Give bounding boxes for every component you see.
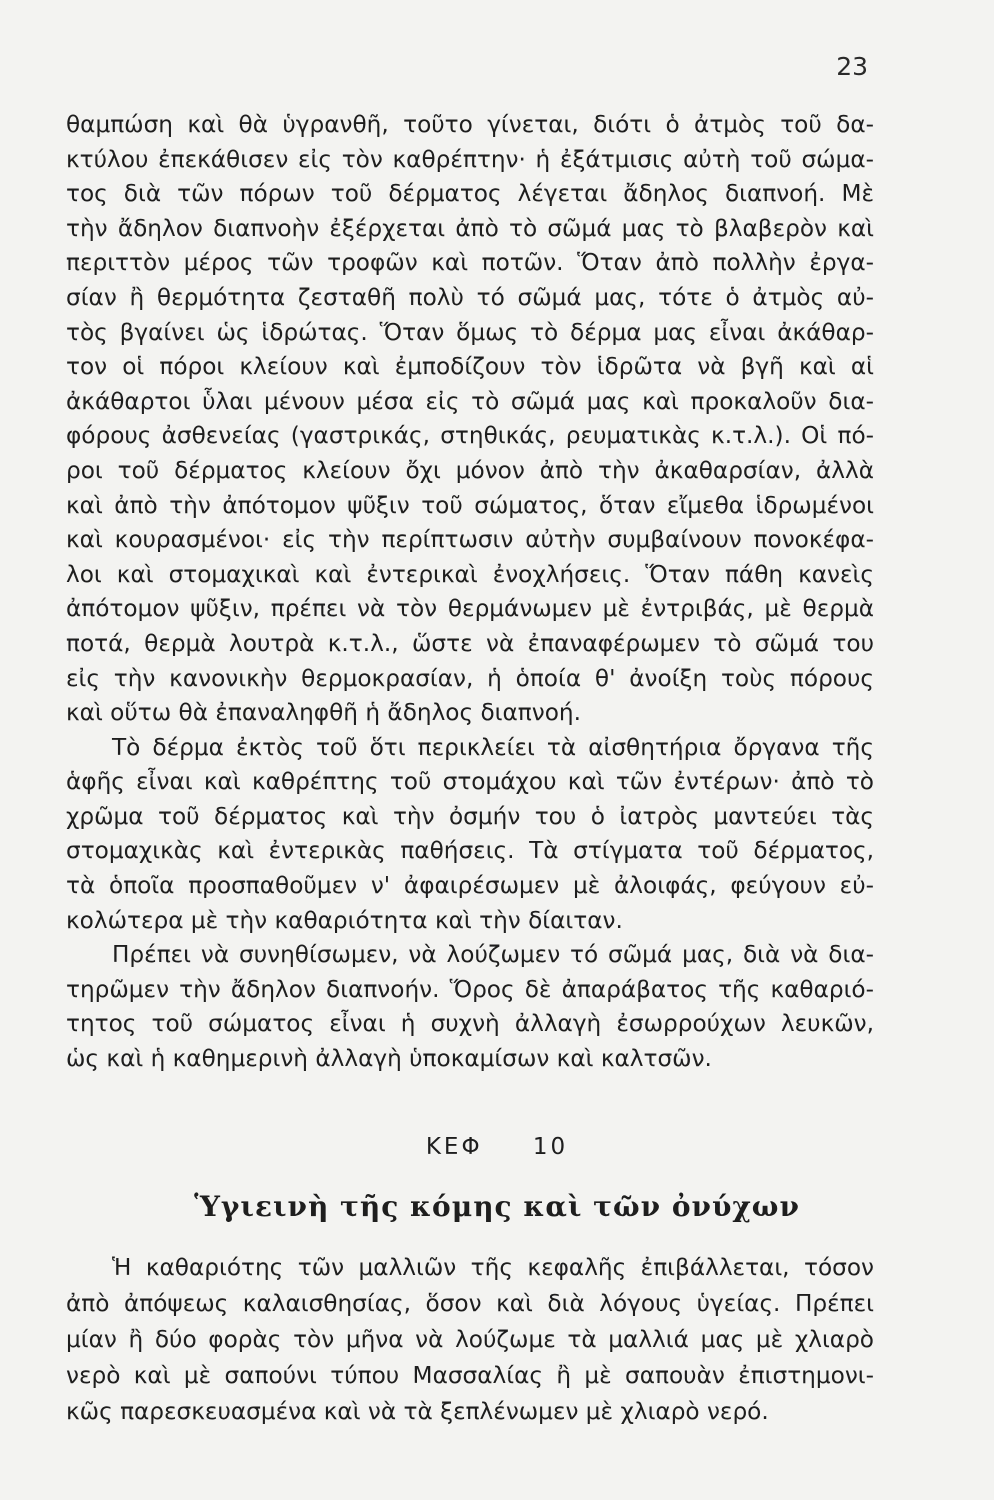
text-line: ὡς καὶ ἡ καθημερινὴ ἀλλαγὴ ὑποκαμίσων καὶ καλτσῶν. — [66, 1045, 712, 1073]
text-line: νερὸ καὶ μὲ σαπούνι τύπου Μασσαλίας ἢ μὲ σαπουὰν ἐπιστημονι- — [66, 1362, 874, 1389]
text-line: κῶς παρεσκευασμένα καὶ νὰ τὰ ξεπλένωμεν μὲ χλιαρὸ νερό. — [66, 1398, 769, 1425]
text-line: κολώτερα μὲ τὴν καθαριότητα καὶ τὴν δίαιταν. — [66, 906, 623, 934]
chapter-heading — [0, 1134, 994, 1160]
text-line: ποτά, θερμὰ λουτρὰ κ.τ.λ., ὥστε νὰ ἐπαναφέρωμεν τὸ σῶμά του — [66, 629, 874, 657]
text-line: καὶ οὕτω θὰ ἐπαναληφθῆ ἡ ἄδηλος διαπνοή. — [66, 699, 581, 727]
text-line: ἀπότομον ψῦξιν, πρέπει νὰ τὸν θερμάνωμεν μὲ ἐντριβάς, μὲ θερμὰ — [66, 595, 874, 623]
text-line: εἰς τὴν κανονικὴν θερμοκρασίαν, ἡ ὁποία θ' ἀνοίξη τοὺς πόρους — [66, 664, 874, 692]
page-number: 23 — [836, 52, 868, 81]
text-line: καὶ ἀπὸ τὴν ἀπότομον ψῦξιν τοῦ σώματος, ὅταν εἴμεθα ἱδρωμένοι — [66, 491, 874, 519]
paragraph-2 — [66, 731, 874, 939]
text-line: θαμπώση καὶ θὰ ὑγρανθῆ, τοῦτο γίνεται, διότι ὁ ἀτμὸς τοῦ δα- — [66, 111, 874, 138]
text-line: ἁφῆς εἶναι καὶ καθρέπτης τοῦ στομάχου καὶ τῶν ἐντέρων· ἀπὸ τὸ — [66, 768, 874, 796]
chapter-label: ΚΕΦ — [425, 1134, 483, 1160]
text-line: περιττὸν μέρος τῶν τροφῶν καὶ ποτῶν. Ὅταν ἀπὸ πολλὴν ἐργα- — [66, 249, 874, 277]
text-line: τος διὰ τῶν πόρων τοῦ δέρματος λέγεται ἄδηλος διαπνοή. Μὲ — [66, 180, 874, 208]
text-line: ροι τοῦ δέρματος κλείουν ὄχι μόνον ἀπὸ τὴν ἀκαθαρσίαν, ἀλλὰ — [66, 456, 874, 484]
text-line: τὰ ὁποῖα προσπαθοῦμεν ν' ἀφαιρέσωμεν μὲ ἀλοιφάς, φεύγουν εὐ- — [66, 872, 874, 900]
chapter-number: 10 — [532, 1134, 569, 1160]
section-title: Ὑγιεινὴ τῆς κόμης καὶ τῶν ὀνύχων — [194, 1190, 800, 1223]
text-line: τὸς βγαίνει ὡς ἱδρώτας. Ὅταν ὅμως τὸ δέρμα μας εἶναι ἀκάθαρ- — [66, 318, 874, 346]
text-line: μίαν ἢ δύο φορὰς τὸν μῆνα νὰ λούζωμε τὰ μαλλιά μας μὲ χλιαρὸ — [66, 1326, 874, 1353]
text-line: Τὸ δέρμα ἐκτὸς τοῦ ὅτι περικλείει τὰ αἰσθητήρια ὄργανα τῆς — [112, 733, 874, 761]
text-line: στομαχικὰς καὶ ἐντερικὰς παθήσεις. Τὰ στίγματα τοῦ δέρματος, — [66, 837, 874, 865]
text-line: σίαν ἢ θερμότητα ζεσταθῆ πολὺ τό σῶμά μας, τότε ὁ ἀτμὸς αὐ- — [66, 283, 874, 311]
paragraph-3 — [66, 938, 874, 1076]
text-line: τηρῶμεν τὴν ἄδηλον διαπνοήν. Ὅρος δὲ ἀπαράβατος τῆς καθαριό- — [66, 975, 874, 1003]
text-line: καὶ κουρασμένοι· εἰς τὴν περίπτωσιν αὐτὴν συμβαίνουν πονοκέφα- — [66, 526, 874, 554]
paragraph-1 — [66, 108, 874, 731]
text-line: φόρους ἀσθενείας (γαστρικάς, στηθικάς, ρευματικὰς κ.τ.λ.). Οἱ πό- — [66, 422, 874, 450]
body-text-bottom — [66, 1250, 874, 1430]
text-line: ἀκάθαρτοι ὗλαι μένουν μέσα εἰς τὸ σῶμά μας καὶ προκαλοῦν δια- — [66, 387, 874, 415]
text-line: τὴν ἄδηλον διαπνοὴν ἐξέρχεται ἀπὸ τὸ σῶμά μας τὸ βλαβερὸν καὶ — [66, 214, 874, 242]
text-line: χρῶμα τοῦ δέρματος καὶ τὴν ὀσμήν του ὁ ἰατρὸς μαντεύει τὰς — [66, 802, 874, 830]
text-line: κτύλου ἐπεκάθισεν εἰς τὸν καθρέπτην· ἡ ἐξάτμισις αὐτὴ τοῦ σώμα- — [66, 145, 874, 173]
text-line: ἀπὸ ἀπόψεως καλαισθησίας, ὅσον καὶ διὰ λόγους ὑγείας. Πρέπει — [66, 1290, 874, 1317]
text-line: λοι καὶ στομαχικαὶ καὶ ἐντερικαὶ ἐνοχλήσεις. Ὅταν πάθη κανεὶς — [66, 560, 874, 588]
text-line: τον οἱ πόροι κλείουν καὶ ἐμποδίζουν τὸν ἱδρῶτα νὰ βγῆ καὶ αἱ — [66, 353, 874, 381]
text-line: τητος τοῦ σώματος εἶναι ἡ συχνὴ ἀλλαγὴ ἐσωρρούχων λευκῶν, — [66, 1010, 874, 1038]
text-line: Ἡ καθαριότης τῶν μαλλιῶν τῆς κεφαλῆς ἐπιβάλλεται, τόσον — [112, 1254, 874, 1281]
body-text-top — [66, 108, 874, 1077]
text-line: Πρέπει νὰ συνηθίσωμεν, νὰ λούζωμεν τό σῶμά μας, διὰ νὰ δια- — [112, 941, 874, 969]
